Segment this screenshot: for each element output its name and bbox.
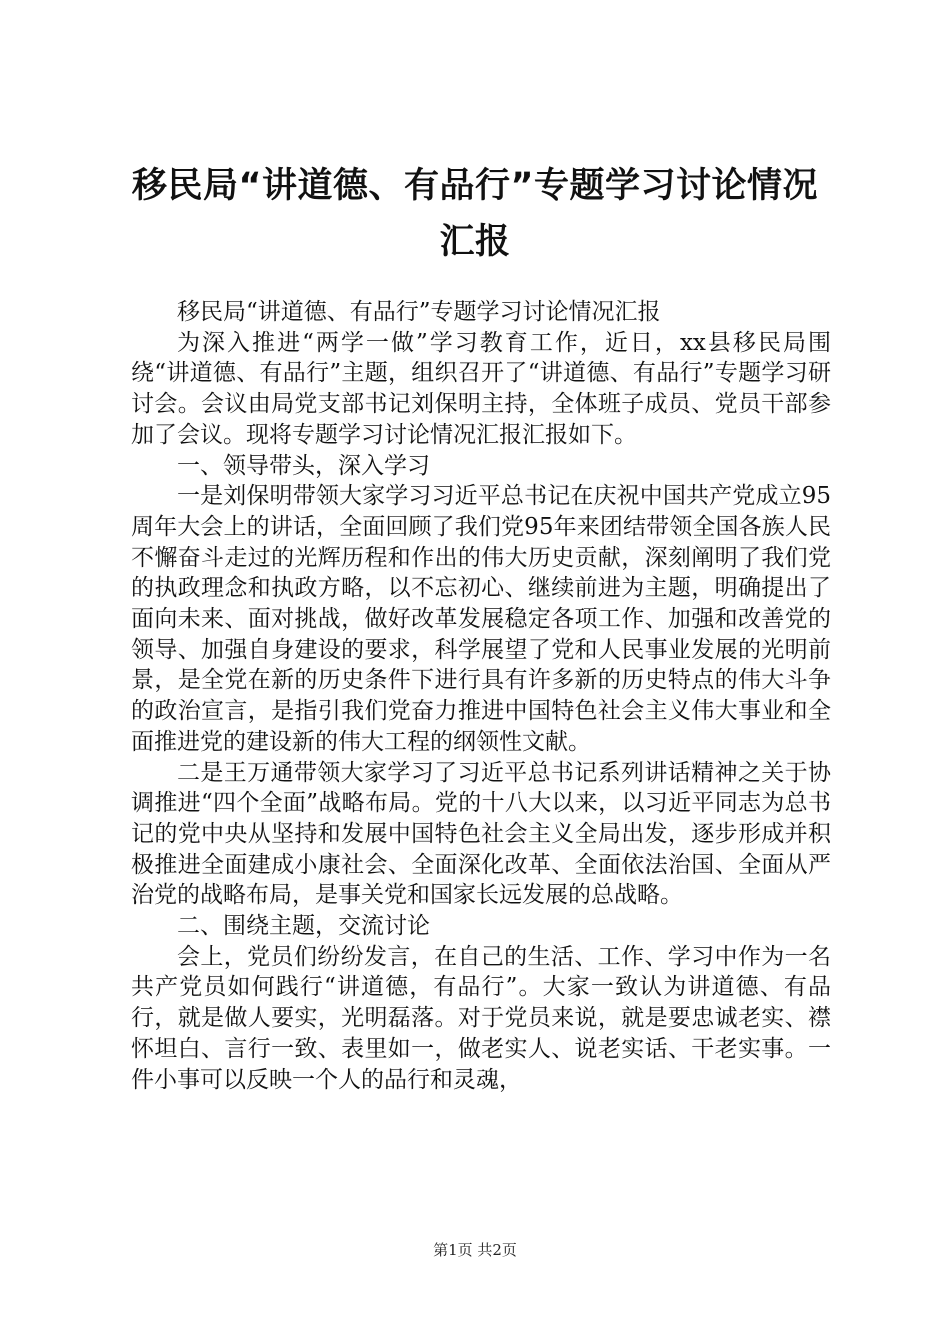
paragraph-subtitle: 移民局“讲道德、有品行”专题学习讨论情况汇报 xyxy=(177,299,661,325)
paragraph-point-1: 一是刘保明带领大家学习习近平总书记在庆祝中国共产党成立95周年大会上的讲话，全面回顾了我们党95年来团结带领全国各族人民不懈奋斗走过的光辉历程和作出的伟大历史贡献，深刻阐明了我们党的执政理念和执政方略，以不忘初心、继续前进为主题，明确提出了面向未来、面对挑战，做好改革发展稳定各项工作、加强和改善党的领导、加强自身建设的要求，科学展望了党和人民事业发展的光明前景，是全党在新的历史条件下进行具有许多新的历史特点的伟大斗争的政治宣言，是指引我们党奋力推进中国特色社会主义伟大事业和全面推进党的建设新的伟大工程的纲领性文献。 xyxy=(131,483,831,755)
section-heading-1: 一、领导带头，深入学习 xyxy=(177,452,430,479)
paragraph-discussion: 会上，党员们纷纷发言，在自己的生活、工作、学习中作为一名共产党员如何践行“讲道德，有品行”。大家一致认为讲道德、有品行，就是做人要实，光明磊落。对于党员来说，就是要忠诚老实、襟怀坦白、言行一致、表里如一，做老实人、说老实话、干老实事。一件小事可以反映一个人的品行和灵魂， xyxy=(131,943,831,1093)
paragraph-point-2: 二是王万通带领大家学习了习近平总书记系列讲话精神之关于协调推进“四个全面”战略布局。党的十八大以来，以习近平同志为总书记的党中央从坚持和发展中国特色社会主义全局出发，逐步形成并积极推进全面建成小康社会、全面深化改革、全面依法治国、全面从严治党的战略布局，是事关党和国家长远发展的总战略。 xyxy=(131,759,831,909)
document-body xyxy=(131,297,831,1095)
section-heading-2: 二、围绕主题，交流讨论 xyxy=(177,913,430,940)
document-title xyxy=(100,158,850,270)
title-line-1: 移民局“讲道德、有品行”专题学习讨论情况 xyxy=(131,166,818,206)
title-line-2: 汇报 xyxy=(439,222,511,262)
page-footer: 第1页 共2页 xyxy=(433,1241,517,1259)
paragraph-intro: 为深入推进“两学一做”学习教育工作，近日，xx县移民局围绕“讲道德、有品行”主题，组织召开了“讲道德、有品行”专题学习研讨会。会议由局党支部书记刘保明主持，全体班子成员、党员干部参加了会议。现将专题学习讨论情况汇报汇报如下。 xyxy=(131,329,831,448)
